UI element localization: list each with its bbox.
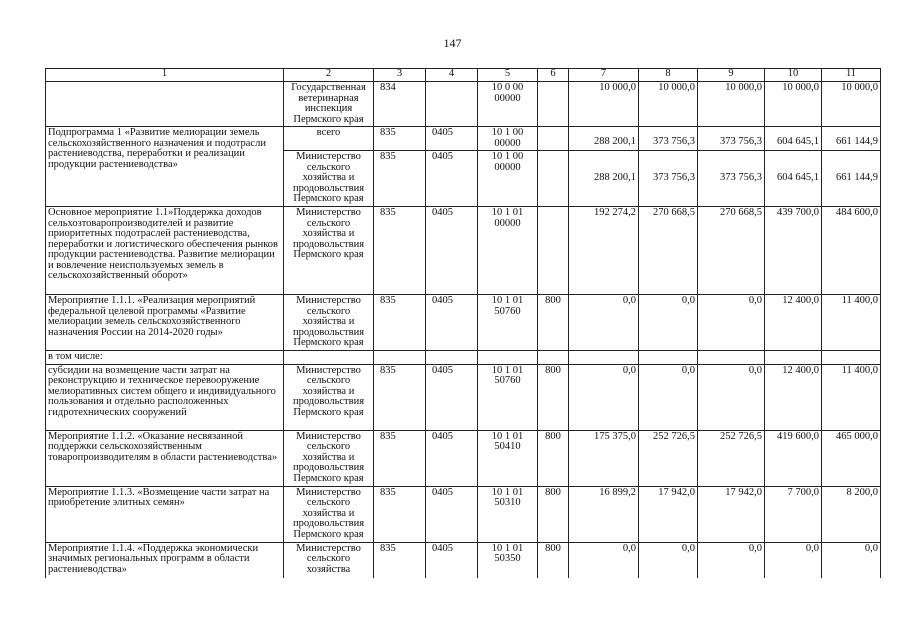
cell-vr [538, 127, 569, 151]
cell-empty [639, 351, 698, 365]
cell-empty [569, 351, 639, 365]
cell-empty [478, 351, 538, 365]
budget-table [45, 68, 881, 578]
cell-value: 661 144,9 [822, 127, 881, 151]
cell-grbs: 835 [374, 542, 426, 578]
cell-name: Мероприятие 1.1.2. «Оказание несвязанной поддержки сельскохозяйственным товаропроизводителям в области растениеводства» [46, 430, 284, 486]
cell-name: Подпрограмма 1 «Развитие мелиорации земель сельскохозяйственного назначения и подотрасли растениеводства, переработки и реализации продукции растениеводства» [46, 127, 284, 207]
header-cell: 6 [538, 69, 569, 82]
table-row [46, 127, 881, 151]
cell-value: 12 400,0 [765, 295, 822, 351]
cell-name: Основное мероприятие 1.1»Поддержка доходов сельхозтоваропроизводителей и развитие приоритетных подотраслей растениеводства, переработки и логистического обеспечения рынков продукции растениеводства. Развитие мелиорации и вовлечение неиспользуемых земель в сельскохозяйственный оборот» [46, 207, 284, 295]
cell-executor: всего [284, 127, 374, 151]
header-cell: 3 [374, 69, 426, 82]
cell-executor: Министерство сельского хозяйства и продовольствия Пермского края [284, 207, 374, 295]
cell-csr: 10 1 00 00000 [478, 151, 538, 207]
header-cell: 10 [765, 69, 822, 82]
cell-csr: 10 1 01 50350 [478, 542, 538, 578]
cell-value: 0,0 [569, 364, 639, 430]
cell-vr [538, 207, 569, 295]
cell-value: 604 645,1 [765, 127, 822, 151]
cell-value: 0,0 [639, 295, 698, 351]
cell-value: 439 700,0 [765, 207, 822, 295]
cell-empty [538, 351, 569, 365]
cell-csr: 10 1 01 00000 [478, 207, 538, 295]
cell-value: 10 000,0 [569, 82, 639, 127]
cell-value: 11 400,0 [822, 364, 881, 430]
cell-rzpr: 0405 [426, 151, 478, 207]
cell-vr [538, 82, 569, 127]
cell-empty [374, 351, 426, 365]
cell-csr: 10 1 01 50760 [478, 295, 538, 351]
cell-executor: Министерство сельского хозяйства и продовольствия Пермского края [284, 295, 374, 351]
cell-value: 0,0 [822, 542, 881, 578]
page-number: 147 [443, 36, 462, 50]
cell-empty [284, 351, 374, 365]
cell-value: 10 000,0 [822, 82, 881, 127]
cell-value: 7 700,0 [765, 486, 822, 542]
cell-grbs: 835 [374, 486, 426, 542]
cell-rzpr: 0405 [426, 127, 478, 151]
cell-value: 17 942,0 [698, 486, 765, 542]
cell-value: 270 668,5 [698, 207, 765, 295]
cell-value: 0,0 [698, 295, 765, 351]
header-cell: 8 [639, 69, 698, 82]
cell-executor: Министерство сельского хозяйства и продовольствия Пермского края [284, 364, 374, 430]
cell-executor: Министерство сельского хозяйства и продовольствия Пермского края [284, 486, 374, 542]
header-cell: 4 [426, 69, 478, 82]
header-cell: 2 [284, 69, 374, 82]
cell-value: 373 756,3 [639, 151, 698, 207]
cell-value: 0,0 [698, 364, 765, 430]
cell-value: 0,0 [765, 542, 822, 578]
cell-vr: 800 [538, 364, 569, 430]
cell-value: 17 942,0 [639, 486, 698, 542]
cell-value: 465 000,0 [822, 430, 881, 486]
table-row [46, 364, 881, 430]
cell-name [46, 82, 284, 127]
cell-value: 270 668,5 [639, 207, 698, 295]
cell-value: 373 756,3 [698, 151, 765, 207]
cell-value: 419 600,0 [765, 430, 822, 486]
cell-value: 661 144,9 [822, 151, 881, 207]
cell-vr: 800 [538, 542, 569, 578]
cell-value: 12 400,0 [765, 364, 822, 430]
header-cell: 5 [478, 69, 538, 82]
cell-rzpr: 0405 [426, 430, 478, 486]
cell-value: 0,0 [639, 542, 698, 578]
cell-name: субсидии на возмещение части затрат на реконструкцию и техническое перевооружение мелиоративных систем общего и индивидуального пользования и отдельно расположенных гидротехнических сооружений [46, 364, 284, 430]
header-cell: 11 [822, 69, 881, 82]
header-cell: 9 [698, 69, 765, 82]
cell-rzpr: 0405 [426, 295, 478, 351]
table-row [46, 295, 881, 351]
cell-grbs: 835 [374, 364, 426, 430]
cell-value: 175 375,0 [569, 430, 639, 486]
cell-empty [822, 351, 881, 365]
header-cell: 7 [569, 69, 639, 82]
header-cell: 1 [46, 69, 284, 82]
cell-value: 252 726,5 [639, 430, 698, 486]
cell-rzpr: 0405 [426, 542, 478, 578]
cell-vr: 800 [538, 486, 569, 542]
cell-value: 16 899,2 [569, 486, 639, 542]
cell-value: 8 200,0 [822, 486, 881, 542]
table-row [46, 542, 881, 578]
cell-executor: Государственная ветеринарная инспекция Пермского края [284, 82, 374, 127]
cell-grbs: 835 [374, 151, 426, 207]
cell-value: 288 200,1 [569, 127, 639, 151]
cell-rzpr: 0405 [426, 486, 478, 542]
cell-executor: Министерство сельского хозяйства [284, 542, 374, 578]
cell-name: Мероприятие 1.1.3. «Возмещение части затрат на приобретение элитных семян» [46, 486, 284, 542]
cell-empty [765, 351, 822, 365]
cell-value: 10 000,0 [698, 82, 765, 127]
cell-name: в том числе: [46, 351, 284, 365]
cell-executor: Министерство сельского хозяйства и продовольствия Пермского края [284, 151, 374, 207]
cell-vr: 800 [538, 430, 569, 486]
cell-name: Мероприятие 1.1.1. «Реализация мероприятий федеральной целевой программы «Развитие мелиорации земель сельскохозяйственного назначения России на 2014-2020 годы» [46, 295, 284, 351]
cell-grbs: 835 [374, 127, 426, 151]
cell-value: 373 756,3 [639, 127, 698, 151]
cell-empty [426, 351, 478, 365]
cell-value: 0,0 [639, 364, 698, 430]
cell-value: 288 200,1 [569, 151, 639, 207]
cell-value: 484 600,0 [822, 207, 881, 295]
cell-grbs: 835 [374, 430, 426, 486]
cell-value: 192 274,2 [569, 207, 639, 295]
cell-vr: 800 [538, 295, 569, 351]
cell-value: 373 756,3 [698, 127, 765, 151]
cell-csr: 10 1 00 00000 [478, 127, 538, 151]
table-row [46, 430, 881, 486]
table-row [46, 207, 881, 295]
cell-executor: Министерство сельского хозяйства и продовольствия Пермского края [284, 430, 374, 486]
cell-vr [538, 151, 569, 207]
cell-value: 604 645,1 [765, 151, 822, 207]
cell-value: 252 726,5 [698, 430, 765, 486]
cell-value: 0,0 [569, 295, 639, 351]
cell-rzpr: 0405 [426, 207, 478, 295]
cell-grbs: 835 [374, 295, 426, 351]
cell-value: 0,0 [569, 542, 639, 578]
cell-value: 10 000,0 [639, 82, 698, 127]
cell-value: 11 400,0 [822, 295, 881, 351]
cell-csr: 10 1 01 50760 [478, 364, 538, 430]
cell-rzpr [426, 82, 478, 127]
table-row [46, 351, 881, 365]
cell-csr: 10 1 01 50410 [478, 430, 538, 486]
cell-csr: 10 1 01 50310 [478, 486, 538, 542]
cell-grbs: 835 [374, 207, 426, 295]
cell-name: Мероприятие 1.1.4. «Поддержка экономически значимых региональных программ в области растениеводства» [46, 542, 284, 578]
cell-rzpr: 0405 [426, 364, 478, 430]
cell-value: 10 000,0 [765, 82, 822, 127]
table-row [46, 486, 881, 542]
cell-empty [698, 351, 765, 365]
cell-csr: 10 0 00 00000 [478, 82, 538, 127]
cell-value: 0,0 [698, 542, 765, 578]
table-row [46, 82, 881, 127]
header-row [46, 69, 881, 82]
cell-grbs: 834 [374, 82, 426, 127]
